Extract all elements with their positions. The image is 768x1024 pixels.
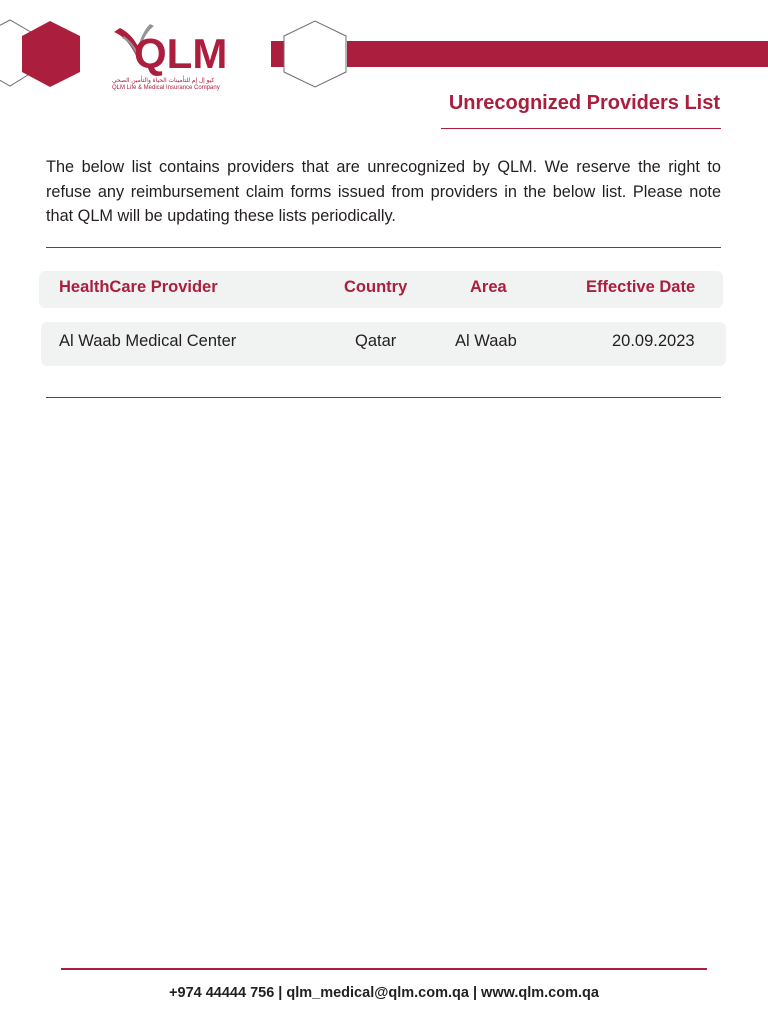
divider-bottom xyxy=(46,397,721,398)
logo-english-tagline: QLM Life & Medical Insurance Company xyxy=(112,85,220,91)
divider-top xyxy=(46,247,721,248)
title-underline xyxy=(441,128,721,129)
logo-wordmark: QLM xyxy=(134,30,228,77)
cell-effective-date: 20.09.2023 xyxy=(612,332,695,350)
intro-paragraph: The below list contains providers that are unrecognized by QLM. We reserve the right to refuse any reimbursement claim forms issued from providers in the below list. Please note that QLM will be updating these lists periodically. xyxy=(46,158,721,225)
footer-rule xyxy=(61,968,707,970)
hexagon-red-decoration xyxy=(18,20,82,88)
cell-country: Qatar xyxy=(355,332,397,350)
header-provider: HealthCare Provider xyxy=(59,278,218,296)
logo-arabic-tagline: كيو إل إم للتأمينات الحياة والتأمين الصحي xyxy=(112,78,215,84)
hexagon-outline-right-decoration xyxy=(282,20,348,88)
cell-provider: Al Waab Medical Center xyxy=(59,332,237,350)
header-area: Area xyxy=(470,278,507,296)
cell-area: Al Waab xyxy=(455,332,517,350)
header-effective-date: Effective Date xyxy=(586,278,696,296)
page-title: Unrecognized Providers List xyxy=(448,92,720,114)
header-country: Country xyxy=(344,278,408,296)
footer-contact: +974 44444 756 | qlm_medical@qlm.com.qa | www.qlm.com.qa xyxy=(169,985,599,1001)
